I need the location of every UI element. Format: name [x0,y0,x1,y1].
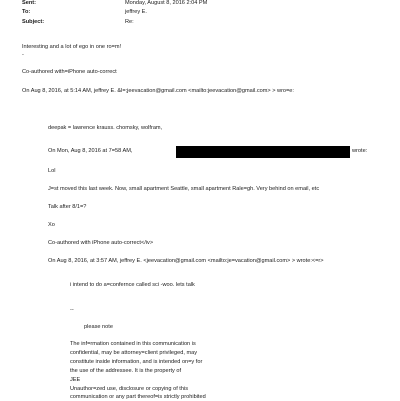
body-line: JEE [70,377,81,383]
quote-header-suffix: wrote: [352,148,368,154]
body-line: Talk after 8/1=? [48,204,87,210]
sent-value: Monday, August 8, 2016 2:04 PM [125,0,208,6]
body-line: Lol [48,168,56,174]
body-line: -- [70,307,74,313]
body-line: Co-authored with iPhone auto-correct</iv> [48,240,154,246]
body-line: confidential, may be attorney=client privileged, may [70,350,198,356]
body-line: The inf=rmation contained in this communication is [70,341,196,347]
to-label: To: [22,9,31,15]
sent-label: Sent: [22,0,36,6]
body-line: Unauthor=zed use, disclosure or copying of this [70,386,189,392]
body-line: please note [84,324,113,330]
body-line: i intend to do a=confernce called sci -woo. lets talk [70,282,195,288]
quote-header: On Mon, Aug 8, 2016 at 7=58 AM, [48,148,133,154]
body-line: - [22,52,24,58]
body-line: Xo [48,222,55,228]
to-value: jeffrey E. [125,9,147,15]
body-line: communication or any part thereof=is strictly prohibited [70,394,206,400]
redaction-bar [176,146,350,158]
quote-header: On Aug 8, 2016, at 5:14 AM, jeffrey E. &l=;jeevacation@gmail.com <mailto:jeevacation@gmail.com> > wro=e: [22,88,294,94]
body-line: Interesting and a lot of ego in one ro=m! [22,44,122,50]
body-line: deepak = lawrence krauss. chomsky, wolfram, [48,125,163,131]
quote-header: On Aug 8, 2016, at 3:57 AM, jeffrey E. <jeevacation@gmail.com <mailto:je=vacation@gmail.com> > wrote:<=r> [48,258,324,264]
body-line: the use of the addressee. It is the property of [70,368,182,374]
body-line: J=st moved this last week. Now, small apartment Seattle, small apartment Rale=gh. Very behind on email, etc [48,186,320,192]
subject-value: Re: [125,19,134,25]
subject-label: Subject: [22,19,45,25]
body-line: Co-authored with=iPhone auto-correct [22,69,117,75]
body-line: constitute inside information, and is intended on=y for [70,359,203,365]
